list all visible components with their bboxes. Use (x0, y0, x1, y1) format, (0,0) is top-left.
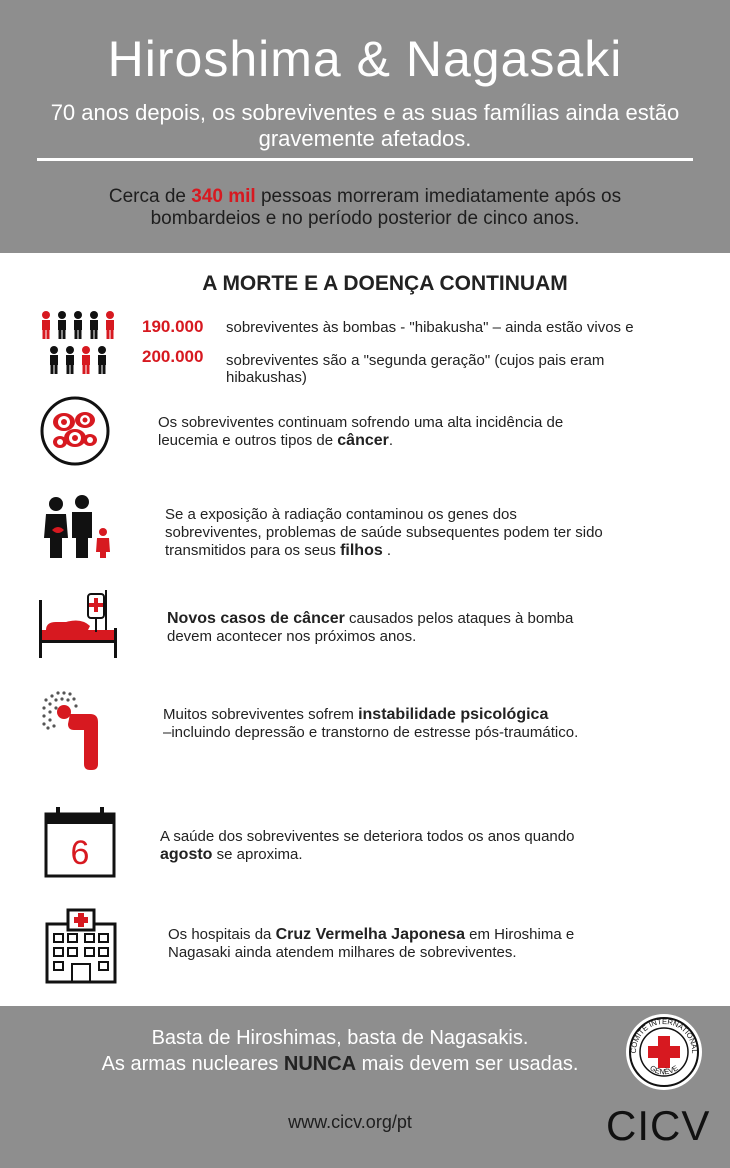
cancer-line-2: leucemia e outros tipos de (158, 432, 338, 449)
stat-text-second-gen-line1: sobreviventes são a "segunda geração" (cujos pais eram (226, 352, 605, 369)
subtitle-line-1: 70 anos depois, os sobreviventes e as suas famílias ainda estão (50, 100, 680, 125)
august-line-2: se aproxima. (212, 846, 303, 863)
new-cases-line-2: devem acontecer nos próximos anos. (167, 628, 417, 645)
psych-line-2: –incluindo depressão e transtorno de estresse pós-traumático. (163, 724, 579, 741)
icrc-emblem-icon (624, 1012, 704, 1092)
people-group-icon (40, 310, 120, 380)
psych-text (163, 706, 578, 742)
genes-line-3-end: . (382, 542, 392, 559)
hospitals-line-1-end: em Hiroshima e (464, 926, 575, 943)
cancer-bold: câncer (337, 432, 389, 449)
hospitals-line-1: Os hospitais da (168, 926, 276, 943)
deaths-pre: Cerca de (108, 186, 192, 207)
new-cases-line-1: causados pelos ataques à bomba (344, 610, 574, 627)
section-title: A MORTE E A DOENÇA CONTINUAM (202, 272, 568, 295)
deaths-highlight: 340 mil (191, 186, 256, 207)
subtitle-line-2: gravemente afetados. (258, 126, 472, 151)
website-link[interactable]: www.cicv.org/pt (288, 1112, 412, 1132)
stat-text-second-gen-line2: hibakushas) (226, 369, 307, 386)
genes-line-3: transmitidos para os seus (165, 542, 341, 559)
genes-line-2: sobreviventes, problemas de saúde subsequentes podem ter sido (165, 524, 603, 541)
deaths-post: pessoas morreram imediatamente após os (255, 186, 622, 207)
august-line-1: A saúde dos sobreviventes se deteriora todos os anos quando (160, 828, 575, 845)
footer-line-2-post: mais devem ser usadas. (356, 1053, 579, 1075)
psych-line-1: Muitos sobreviventes sofrem (163, 706, 359, 723)
cancer-text (158, 414, 563, 450)
genes-line-1: Se a exposição à radiação contaminou os genes dos (165, 506, 517, 523)
deaths-line-2: bombardeios e no período posterior de cinco anos. (150, 208, 580, 229)
new-cases-bold: Novos casos de câncer (167, 610, 345, 627)
stat-value-second-gen: 200.000 (142, 347, 204, 366)
hospitals-bold: Cruz Vermelha Japonesa (275, 926, 465, 943)
stat-text-second-gen (226, 352, 604, 386)
page-subtitle (0, 100, 730, 152)
calendar-number: 6 (70, 834, 90, 872)
stat-text-survivors: sobreviventes às bombas - "hibakusha" – ainda estão vivos e (226, 319, 634, 336)
family-icon (40, 494, 116, 560)
cancer-line-2-end: . (388, 432, 394, 449)
emblem-text-bottom: GENÈVE (648, 1063, 680, 1077)
hospital-building-icon (44, 908, 118, 984)
hospital-bed-icon (38, 590, 120, 660)
psych-bold: instabilidade psicológica (358, 706, 549, 723)
footer-line-2 (0, 1053, 680, 1076)
august-bold: agosto (160, 846, 213, 863)
cancer-line-1: Os sobreviventes continuam sofrendo uma alta incidência de (158, 414, 564, 431)
hospitals-text (168, 926, 574, 962)
stat-value-survivors: 190.000 (142, 317, 204, 336)
deaths-statement (20, 186, 710, 230)
new-cases-text (167, 610, 573, 646)
emblem-text-top: COMITÉ INTERNATIONAL (628, 1016, 700, 1054)
footer-never: NUNCA (283, 1053, 357, 1075)
distressed-person-icon (40, 690, 114, 772)
hospitals-line-2: Nagasaki ainda atendem milhares de sobreviventes. (168, 944, 517, 961)
genes-bold: filhos (340, 542, 383, 559)
footer-line-2-pre: As armas nucleares (101, 1053, 284, 1075)
header-divider (37, 158, 693, 161)
august-text (160, 828, 574, 864)
cells-icon (40, 396, 110, 466)
footer-line-1: Basta de Hiroshimas, basta de Nagasakis. (151, 1027, 529, 1049)
calendar-icon (44, 806, 116, 878)
genes-text (165, 506, 603, 560)
cicv-logo: CICV (606, 1102, 711, 1149)
page-title: Hiroshima & Nagasaki (107, 31, 623, 87)
